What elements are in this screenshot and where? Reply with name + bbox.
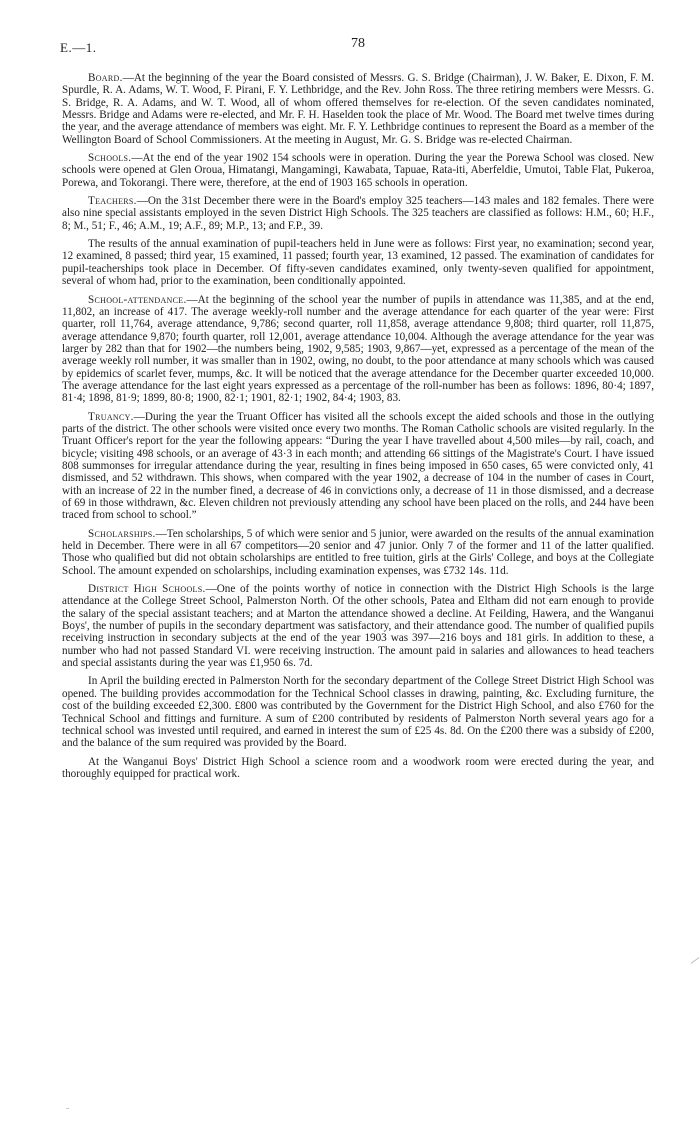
report-reference: E.—1. xyxy=(60,40,97,55)
paragraph-text: At the Wanganui Boys' District High School a science room and a woodwork room were erected during the year, and thoroughly equipped for practical work. xyxy=(62,755,654,780)
paragraph-text: —On the 31st December there were in the Board's employ 325 teachers—143 males and 182 females. There were also nine special assistants employed in the seven District High Schools. The 325 teachers are classified as follows: H.M., 60; H.F., 8; M., 51; F., 46; A.M., 19; A.F., 89; M.P., 13; and F.P., 39. xyxy=(62,195,654,232)
section-heading-teachers: Teachers. xyxy=(88,195,137,208)
document-page xyxy=(62,36,654,780)
paragraph-board xyxy=(62,72,654,146)
margin-mark xyxy=(691,957,700,964)
page-number: 78 xyxy=(351,36,365,51)
paragraph-text: —At the end of the year 1902 154 schools were in operation. During the year the Porewa School was closed. New schools were opened at Glen Oroua, Himatangi, Mangamingi, Kawabata, Tapuae, Rata-iti, Aberfeldie, Umutoi, Table Flat, Pukeroa, Porewa, and Tokorangi. There were, therefore, at the end of 1903 165 schools in operation. xyxy=(62,152,654,189)
paragraph-text: —At the beginning of the year the Board consisted of Messrs. G. S. Bridge (Chairman), J. W. Baker, E. Dixon, F. M. Spurdle, R. A. Adams, W. T. Wood, F. Pirani, F. Y. Lethbridge, and the Rev. John Ross. The three retiring members were Messrs. G. S. Bridge, R. A. Adams, and W. T. Wood, all of whom offered themselves for re-election. Of the seven candidates nominated, Messrs. Bridge and Adams were re-elected, and Mr. F. H. Haselden took the place of Mr. Wood. The Board met twelve times during the year, and the average attendance of members was eight. Mr. F. Y. Lethbridge continues to represent the Board as a member of the Wellington Board of School Commissioners. At the meeting in August, Mr. G. S. Bridge was re-elected Chairman. xyxy=(62,72,655,146)
section-heading-truancy: Truancy. xyxy=(88,410,134,423)
footer-mark xyxy=(66,1108,69,1109)
section-heading-scholarships: Scholarships. xyxy=(88,527,156,540)
paragraph-wanganui-rooms xyxy=(62,756,654,781)
paragraph-text: In April the building erected in Palmerston North for the secondary department of the College Street District High School was opened. The building provides accommodation for the Technical School classes in drawing, painting, &c. Excluding furniture, the cost of the building exceeded £2,300. £800 was contributed by the Government for the District High School, and also £760 for the Technical School and fittings and furniture. A sum of £200 contributed by residents of Palmerston North several years ago for a technical school was invested until required, and earned in interest the sum of £25 4s. 8d. On the £200 there was a subsidy of £200, and the balance of the sum required was provided by the Board. xyxy=(62,675,654,750)
section-heading-school-attendance: School-attendance. xyxy=(88,293,187,306)
paragraph-palmerston-building xyxy=(62,675,654,749)
paragraph-school-attendance xyxy=(62,294,654,405)
paragraph-text: —At the beginning of the school year the number of pupils in attendance was 11,385, and at the end, 11,802, an increase of 417. The average weekly-roll number and the average attendance for each quarter of the year were: First quarter, roll 11,764, average attendance, 9,786; second quarter, roll 11,858, average attendance 9,808; third quarter, roll 11,875, average attendance 9,870; fourth quarter, roll 12,001, average attendance 10,004. Although the average attendance for the year was larger by 282 than that for 1902—the numbers being, 1902, 9,585; 1903, 9,867—yet, expressed as a percentage of the mean of the average weekly roll number, it was smaller than in 1902, owing, no doubt, to the poor attendance at many schools which was caused by epidemics of scarlet fever, mumps, &c. It will be noticed that the average attendance for the December quarter exceeded 10,000. The average attendance for the last eight years expressed as a percentage of the roll-number has been as follows: 1896, 80·4; 1897, 81·4; 1898, 81·9; 1899, 80·8; 1900, 82·1; 1901, 82·1; 1902, 84·4; 1903, 83. xyxy=(62,293,654,405)
paragraph-text: —During the year the Truant Officer has visited all the schools except the aided schools and those in the outlying parts of the district. The other schools were visited once every two months. The Roman Catholic schools are visited regularly. In the Truant Officer's report for the year the following appears: “During the year I have travelled about 4,500 miles—by rail, coach, and bicycle; visiting 498 schools, or an average of 43·3 in each month; and attending 66 sittings of the Magistrate's Court. I have issued 808 summonses for irregular attendance during the year, resulting in fines being imposed in 650 cases, 65 were convicted only, 41 dismissed, and 52 withdrawn. This shows, when compared with the year 1902, a decrease of 104 in the number of cases in Court, with an increase of 22 in the number fined, a decrease of 46 in convictions only, a decrease of 11 in those dismissed, and a decrease of 69 in those withdrawn, &c. Eleven children not previously attending any school have been placed on the rolls, and 244 have been traced from school to school.” xyxy=(62,410,654,522)
paragraph-teachers xyxy=(62,195,654,232)
paragraph-text: —Ten scholarships, 5 of which were senior and 5 junior, were awarded on the results of the annual examination held in December. There were in all 67 competitors—20 senior and 47 junior. Only 7 of the former and 11 of the latter qualified. Those who qualified but did not obtain scholarships are entitled to free tuition, girls at the Girls' College, and boys at the Collegiate School. The amount expended on scholarships, including examination expenses, was £732 14s. 11d. xyxy=(62,527,654,577)
paragraph-text: The results of the annual examination of pupil-teachers held in June were as follows: First year, no examination; second year, 12 examined, 8 passed; third year, 15 examined, 11 passed; fourth year, 13 examined, 12 passed. The examination of candidates for pupil-teacherships took place in December. Of fifty-seven candidates examined, only twenty-seven qualified for appointment, several of whom had, prior to the examination, been conditionally appointed. xyxy=(62,238,654,288)
report-body xyxy=(62,72,654,780)
section-heading-schools: Schools. xyxy=(88,152,132,165)
paragraph-truancy xyxy=(62,411,654,522)
paragraph-scholarships xyxy=(62,528,654,577)
paragraph-schools xyxy=(62,152,654,189)
page-header xyxy=(62,36,654,58)
paragraph-text: —One of the points worthy of notice in connection with the District High Schools is the large attendance at the College Street School, Palmerston North. Of the other schools, Patea and Eltham did not earn enough to provide the salary of the special assistant teachers; and at Marton the attendance showed a decline. At Feilding, Hawera, and the Wanganui Boys', the number of pupils in the secondary department was satisfactory, and their attendance good. The number of qualified pupils receiving instruction in secondary subjects at the end of the year 1903 was 397—216 boys and 181 girls. In addition to these, a number who had not passed Standard VI. were receiving instruction. The amount paid in salaries and allowances to head teachers and special assistants during the year was £1,950 6s. 7d. xyxy=(62,583,655,670)
section-heading-district-high-schools: District High Schools. xyxy=(88,583,206,596)
section-heading-board: Board. xyxy=(88,72,123,84)
paragraph-district-high-schools xyxy=(62,583,654,669)
paragraph-pupil-teacher-exams xyxy=(62,238,654,287)
